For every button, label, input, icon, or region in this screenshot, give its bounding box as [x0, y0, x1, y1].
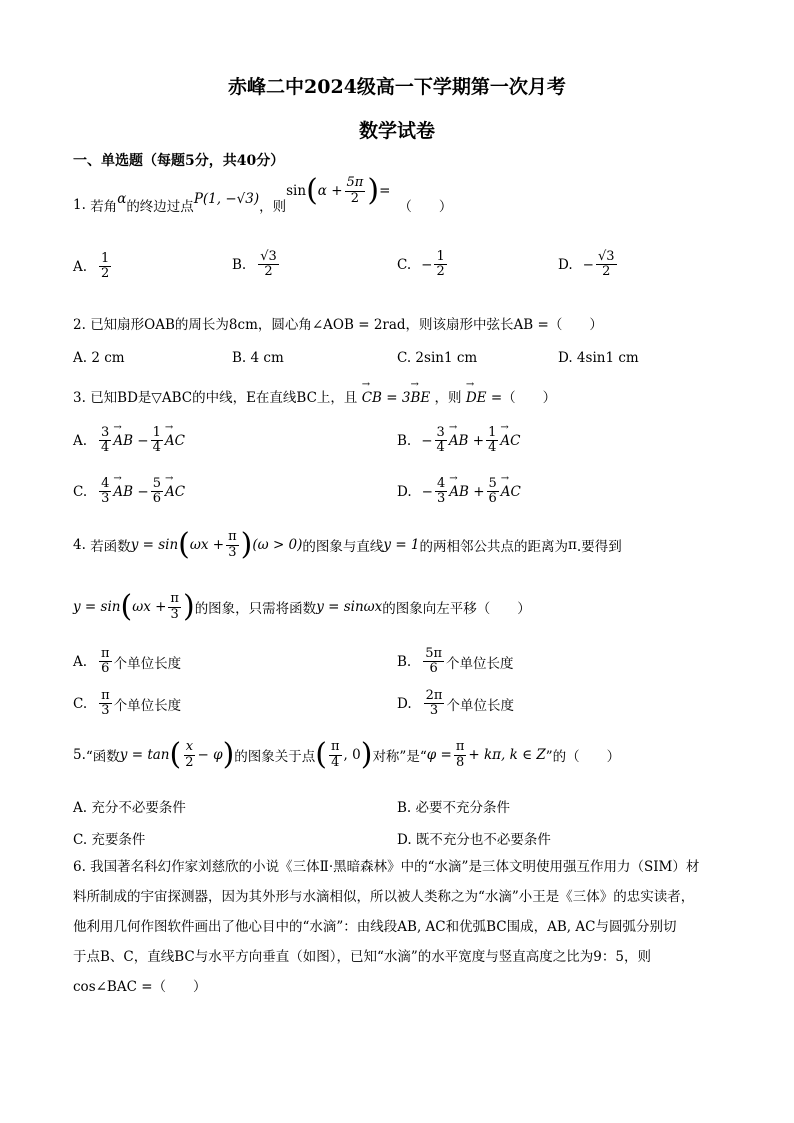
q1-text-c: ，则 — [259, 199, 287, 215]
question-4: 4. 若函数 y = sin ( ωx + $\frac{\pi}{3}$ ) (ω > 0) 的图象与直线 y = 1 的两相邻公共点的距离为 π .要得到 — [73, 527, 622, 562]
option-label: C. — [397, 256, 412, 273]
q3-vector-be: → BE — [410, 390, 430, 406]
exam-subtitle: 数学试卷 — [358, 120, 435, 142]
q1-fraction — [345, 176, 366, 206]
q6-line-4: 于点B、C，直线BC与水平方向垂直（如图），已知“水滴”的水平宽度与竖直高度之比为9：5，则 — [73, 949, 651, 965]
option-label: D. — [558, 256, 573, 273]
q1-sin: sin — [286, 183, 307, 199]
q1-text-a: 若角 — [90, 199, 118, 215]
q2-text: 已知扇形OAB的周长为8cm，圆心角∠AOB = 2rad，则该扇形中弦长AB =（ ） — [90, 317, 603, 333]
q1-option-b — [232, 250, 281, 280]
question-3 — [73, 386, 556, 406]
q3-text-c: =（ ） — [490, 390, 557, 406]
question-5: 5. “函数 y = tan ( $\frac{x}{2}$ − φ ) 的图象关于点 ( $\frac{\pi}{4}$ , 0 ) 对称”是“ φ = $\frac{\pi}{8}$ + kπ, k ∈ Z ”的（ ） — [73, 737, 621, 772]
q1-option-c: C. − $\frac{1}{2}$ — [397, 249, 445, 280]
q4-func: y = sin — [130, 537, 179, 553]
option-fraction: $\frac{1}{2}$ — [101, 251, 110, 282]
q4-option-d: D. $\frac{2\pi}{3}$ 个单位长度 — [397, 688, 514, 719]
q4-text-a: 若函数 — [90, 539, 131, 555]
option-fraction: $\frac{√3}{2}$ — [260, 249, 277, 280]
q4-option-b: B. $\frac{5\pi}{6}$ 个单位长度 — [397, 646, 514, 677]
q6-line-2: 料所制成的宇宙探测器，因为其外形与水滴相似，所以被人类称之为“水滴”小王是《三体》的忠实读者， — [73, 889, 695, 905]
q1-eq: = — [379, 183, 391, 199]
q3-vector-de: → DE — [466, 390, 487, 406]
q3-option-b: B. − $\frac{3}{4}$ → AB + $\frac{1}{4}$ → AC — [397, 426, 520, 456]
question-4-line2: y = sin ( ωx + $\frac{\pi}{3}$ ) 的图象，只需将函数 y = sinωx 的图象向左平移（ ） — [73, 589, 531, 624]
q4-option-c: C. $\frac{\pi}{3}$ 个单位长度 — [73, 688, 182, 719]
q4-number: 4. — [73, 537, 86, 553]
option-fraction: $\frac{1}{2}$ — [436, 249, 445, 280]
q3-option-c: C. $\frac{4}{3}$ → AB − $\frac{5}{6}$ → AC — [73, 477, 185, 507]
q1-text-b: 的终边过点 — [126, 199, 194, 215]
q1-paren-close: ) — [367, 173, 380, 208]
question-6 — [73, 852, 733, 1002]
q3-text-a: 已知BD是▽ABC的中线，E在直线BC上，且 — [90, 390, 358, 406]
q1-number: 1. — [73, 197, 86, 213]
option-fraction: $\frac{√3}{2}$ — [597, 249, 615, 280]
option-label: A. — [73, 258, 88, 275]
q1-frac-den: 2 — [350, 190, 360, 206]
exam-title: 赤峰二中2024级高一下学期第一次月考 — [228, 76, 566, 98]
q5-number: 5. — [73, 747, 86, 763]
q1-point: P(1, −√3) — [193, 191, 260, 207]
q1-option-d: D. − $\frac{√3}{2}$ — [558, 249, 615, 280]
q2-number: 2. — [73, 317, 86, 333]
q6-line-5: cos∠BAC =（ ） — [73, 979, 207, 995]
q5-option-d: D. 既不充分也不必要条件 — [397, 832, 551, 848]
q1-frac-num: 5π — [346, 175, 364, 191]
q2-option-c: C. 2sin1 cm — [397, 350, 478, 366]
q2-option-a: A. 2 cm — [73, 350, 125, 366]
q3-option-a: A. $\frac{3}{4}$ → AB − $\frac{1}{4}$ → AC — [73, 426, 185, 456]
q5-option-b: B. 必要不充分条件 — [397, 800, 511, 816]
q1-inner: α + — [317, 183, 343, 199]
q2-option-d: D. 4sin1 cm — [558, 350, 639, 366]
section-heading: 一、单选题（每题5分，共40分） — [73, 153, 285, 169]
q5-option-c: C. 充要条件 — [73, 832, 146, 848]
option-label: B. — [232, 256, 247, 273]
q1-alpha: α — [117, 191, 127, 207]
q3-option-d: D. − $\frac{4}{3}$ → AB + $\frac{5}{6}$ → AC — [397, 477, 521, 507]
q3-eq: = 3 — [386, 390, 411, 406]
q6-line-1: 6. 我国著名科幻作家刘慈欣的小说《三体Ⅱ·黑暗森林》中的“水滴”是三体文明使用强互作用力（SIM）材 — [73, 859, 700, 875]
q3-text-b: ，则 — [434, 390, 462, 406]
q6-line-3: 他利用几何作图软件画出了他心目中的“水滴”：由线段AB, AC和优弧BC围成，AB, AC与圆弧分别切 — [73, 919, 677, 935]
question-2 — [73, 313, 603, 333]
q3-number: 3. — [73, 390, 86, 406]
q2-option-b: B. 4 cm — [232, 350, 284, 366]
q5-option-a: A. 充分不必要条件 — [73, 800, 186, 816]
q1-paren-open: ( — [306, 173, 318, 208]
q1-answer-paren: （ ） — [398, 199, 453, 215]
q4-option-a: A. $\frac{\pi}{6}$ 个单位长度 — [73, 646, 182, 677]
q1-expression — [286, 173, 391, 208]
q1-option-a — [73, 252, 113, 282]
q3-vector-cb: → CB — [362, 390, 382, 406]
